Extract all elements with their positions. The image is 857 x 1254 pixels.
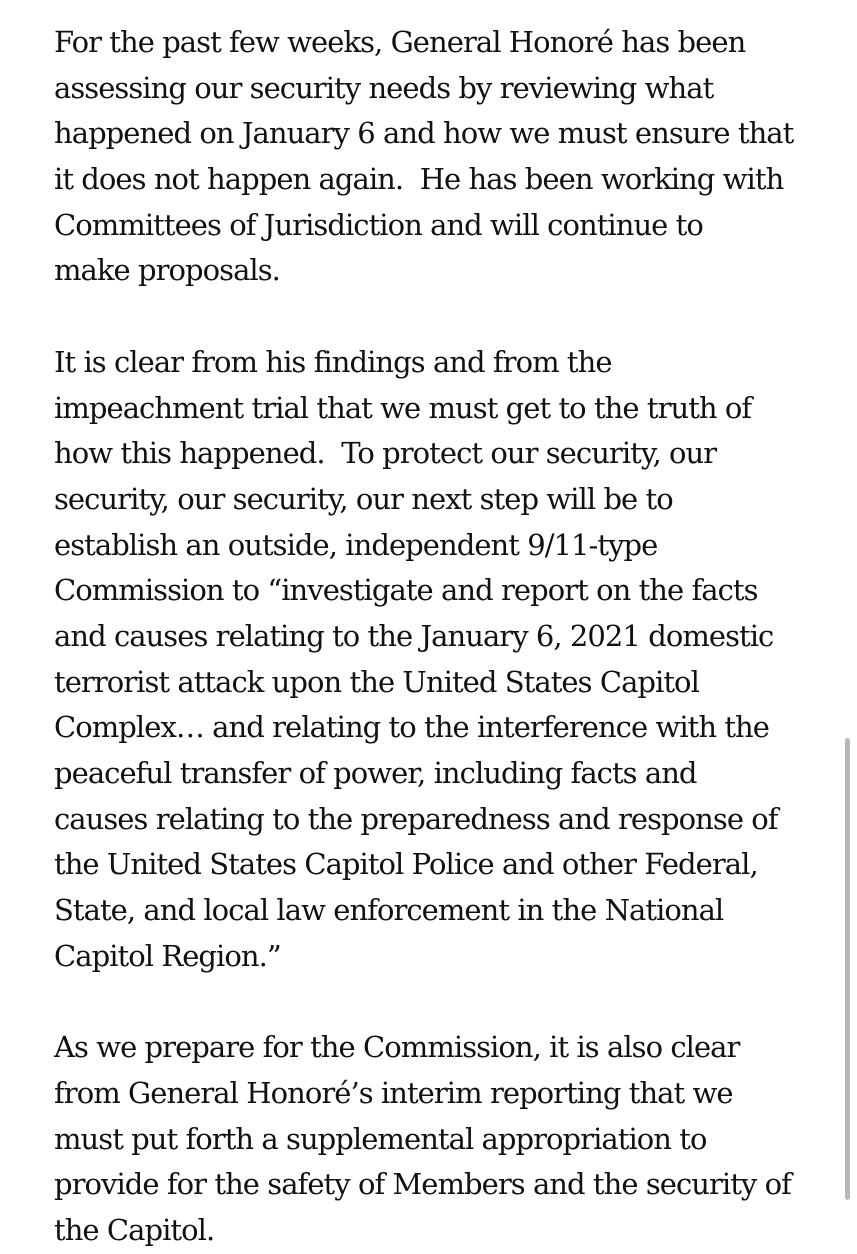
paragraph-line: State, and local law enforcement in the National: [54, 893, 724, 928]
paragraph-spacer: [54, 979, 834, 1025]
paragraph-line: Capitol Region.”: [54, 938, 281, 973]
vertical-scrollbar[interactable]: [845, 738, 850, 1200]
paragraph-line: terrorist attack upon the United States Capitol: [54, 664, 699, 699]
paragraph-line: As we prepare for the Commission, it is also clear: [54, 1030, 740, 1065]
letter-body: [54, 20, 834, 1254]
paragraph-line: Commission to “investigate and report on the facts: [54, 573, 758, 608]
paragraph-2: [54, 340, 834, 980]
paragraph-line: it does not happen again. He has been working with: [54, 162, 784, 197]
paragraph-line: For the past few weeks, General Honoré has been: [54, 25, 746, 59]
paragraph-line: must put forth a supplemental appropriation to: [54, 1121, 707, 1156]
paragraph-line: provide for the safety of Members and the security of: [54, 1167, 791, 1202]
paragraph-line: impeachment trial that we must get to the truth of: [54, 390, 752, 425]
paragraph-line: Committees of Jurisdiction and will continue to: [54, 207, 703, 242]
paragraph-line: make proposals.: [54, 253, 280, 288]
paragraph-line: peaceful transfer of power, including facts and: [54, 756, 697, 790]
paragraph-line: the Capitol.: [54, 1212, 215, 1247]
paragraph-line: and causes relating to the January 6, 2021 domestic: [54, 618, 774, 653]
paragraph-line: how this happened. To protect our security, our: [54, 436, 717, 471]
paragraph-line: assessing our security needs by reviewing what: [54, 70, 714, 105]
paragraph-line: security, our security, our next step will be to: [54, 481, 673, 516]
paragraph-line: establish an outside, independent 9/11-type: [54, 527, 658, 562]
paragraph-1: [54, 20, 834, 294]
paragraph-line: causes relating to the preparedness and response of: [54, 801, 778, 836]
paragraph-line: the United States Capitol Police and other Federal,: [54, 847, 758, 882]
paragraph-line: happened on January 6 and how we must ensure that: [54, 116, 794, 151]
paragraph-line: from General Honoré’s interim reporting that we: [54, 1075, 733, 1110]
paragraph-3: [54, 1025, 834, 1253]
paragraph-line: It is clear from his findings and from the: [54, 344, 612, 379]
paragraph-spacer: [54, 294, 834, 340]
paragraph-line: Complex… and relating to the interference with the: [54, 710, 769, 745]
